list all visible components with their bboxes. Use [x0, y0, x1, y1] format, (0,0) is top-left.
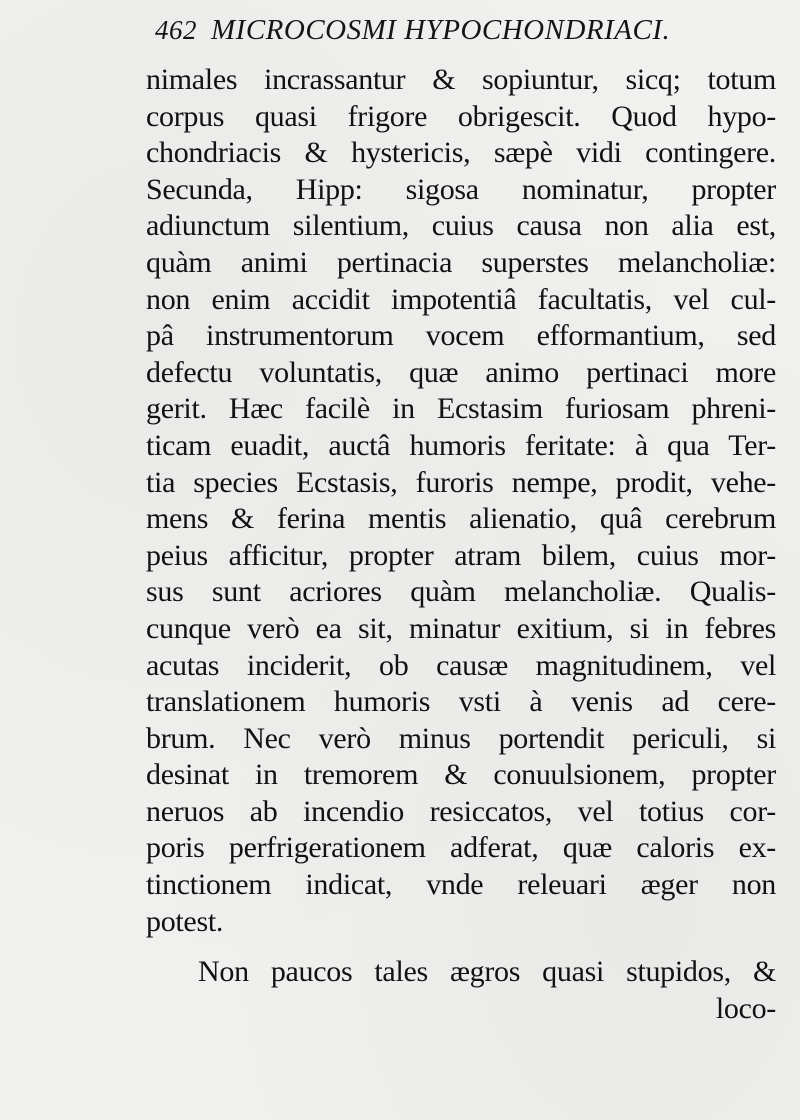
paragraph-2-first-line: Non paucos tales ægros quasi stupidos, &	[198, 955, 776, 989]
text-line: acutas inciderit, ob causæ magnitudinem, vel	[146, 648, 776, 682]
text-line: pâ instrumentorum vocem efformantium, sed	[146, 319, 776, 353]
catchword: loco-	[715, 991, 776, 1025]
text-line: peius afficitur, propter atram bilem, cuius mor-	[146, 538, 776, 572]
text-line: nimales incrassantur & sopiuntur, sicq; totum	[146, 63, 776, 96]
text-line: sus sunt acriores quàm melancholiæ. Qualis-	[146, 575, 776, 609]
text-line: tia species Ecstasis, furoris nempe, prodit, vehe-	[146, 465, 776, 499]
text-line: tinctionem indicat, vnde releuari æger non	[146, 868, 776, 902]
text-line: gerit. Hæc facilè in Ecstasim furiosam phreni-	[146, 392, 776, 426]
running-head: MICROCOSMI HYPOCHONDRIACI.	[211, 14, 671, 46]
text-line: chondriacis & hystericis, sæpè vidi contingere.	[146, 136, 776, 170]
text-line: Secunda, Hipp: sigosa nominatur, propter	[146, 172, 776, 206]
text-line: desinat in tremorem & conuulsionem, propter	[146, 758, 776, 792]
text-line: adiunctum silentium, cuius causa non alia est,	[146, 209, 776, 243]
text-line: potest.	[146, 904, 224, 938]
text-line: poris perfrigerationem adferat, quæ caloris ex-	[146, 831, 776, 865]
body-text	[146, 62, 776, 1027]
paragraph-gap	[146, 940, 776, 954]
text-line: cunque verò ea sit, minatur exitium, si in febres	[146, 611, 776, 645]
page-number: 462	[155, 15, 197, 45]
text-line: non enim accidit impotentiâ facultatis, vel cul-	[146, 282, 776, 316]
text-line: ticam euadit, auctâ humoris feritate: à qua Ter-	[146, 428, 776, 462]
page-header	[155, 14, 670, 54]
text-line: corpus quasi frigore obrigescit. Quod hypo-	[146, 99, 776, 133]
text-line: translationem humoris vsti à venis ad cere-	[146, 685, 776, 719]
text-line: defectu voluntatis, quæ animo pertinaci more	[146, 355, 776, 389]
text-line: brum. Nec verò minus portendit periculi, si	[146, 721, 776, 755]
text-line: quàm animi pertinacia superstes melancholiæ:	[146, 245, 776, 279]
text-line: mens & ferina mentis alienatio, quâ cerebrum	[146, 502, 776, 536]
text-line: neruos ab incendio resiccatos, vel totius cor-	[146, 794, 776, 828]
